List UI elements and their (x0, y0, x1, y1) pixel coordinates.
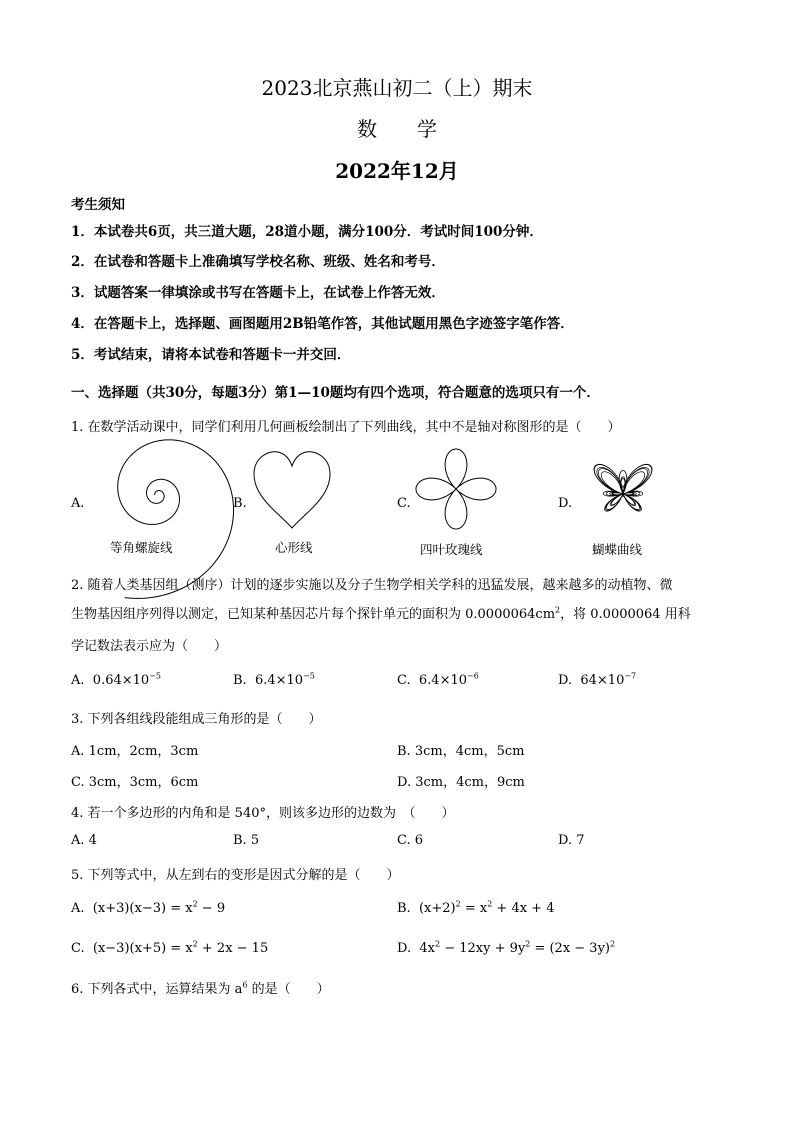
q5-option-a (71, 901, 225, 916)
q1-option-c-caption: 四叶玫瑰线 (420, 542, 483, 557)
notice-heading: 考生须知 (71, 197, 125, 213)
notice-item-1: 1．本试卷共6页，共三道大题，28道小题，满分100分．考试时间100分钟． (71, 224, 543, 240)
q1-option-d-letter: D. (558, 496, 573, 511)
q5-option-b-mid: = x (460, 901, 488, 916)
q4-option-c: C. 6 (397, 833, 424, 848)
q2-line2-superscript: 2 (555, 605, 561, 615)
q5-option-b-lhs: (x+2) (418, 901, 456, 916)
q5-option-a-lhs: (x+3)(x−3) = x (92, 901, 193, 916)
cardioid-heart-figure (250, 448, 334, 530)
q1-option-d-caption: 蝴蝶曲线 (592, 542, 643, 557)
q5-option-b-sup2: 2 (487, 899, 493, 909)
butterfly-curve-figure (578, 449, 668, 531)
q5-option-d-part-2: − 12xy + 9y (440, 941, 526, 956)
question-3-stem: 3. 下列各组线段能组成三角形的是（ ） (71, 712, 322, 727)
q2-option-c-letter: C. (397, 673, 411, 688)
q5-option-a-letter: A. (71, 901, 85, 916)
q4-option-d: D. 7 (558, 833, 585, 848)
q1-option-b-letter: B. (233, 496, 247, 511)
q2-option-a-exponent: −5 (149, 671, 161, 681)
q5-option-c-lhs: (x−3)(x+5) = x (92, 941, 193, 956)
q3-option-b: B. 3cm，4cm，5cm (397, 744, 525, 759)
q1-option-a-caption: 等角螺旋线 (110, 540, 173, 555)
q2-option-c-exponent: −6 (467, 671, 479, 681)
notice-item-5: 5．考试结束，请将本试卷和答题卡一并交回． (71, 347, 351, 363)
question-6-stem (71, 978, 330, 997)
q5-option-b (397, 901, 554, 916)
q5-option-a-sup: 2 (192, 899, 198, 909)
q2-line2-text-end: ，将 0.0000064 用科 (560, 607, 691, 622)
q5-option-d-sup-2: 2 (525, 939, 531, 949)
subject-title: 数 学 (357, 117, 437, 141)
notice-item-2: 2．在试卷和答题卡上准确填写学校名称、班级、姓名和考号． (71, 254, 445, 270)
q6-stem-text-end: 的是（ ） (247, 982, 330, 997)
question-2-line-2 (71, 603, 691, 622)
q6-stem-text: 6. 下列各式中，运算结果为 a (71, 982, 243, 997)
q5-option-b-rhs: + 4x + 4 (492, 901, 555, 916)
q5-option-d-part-3: = (2x − 3y) (530, 941, 610, 956)
q5-option-c-rhs: + 2x − 15 (197, 941, 269, 956)
q5-option-b-sup: 2 (455, 899, 461, 909)
four-leaf-rose-figure (413, 446, 499, 532)
q2-option-a (71, 673, 161, 688)
question-2-line-1: 2. 随着人类基因组（测序）计划的逐步实施以及分子生物学相关学科的迅猛发展，越来越多的动植物、微 (71, 578, 673, 593)
q2-option-d (558, 673, 636, 688)
q5-option-a-rhs: − 9 (197, 901, 226, 916)
equiangular-spiral-figure (86, 447, 196, 522)
question-1-stem: 1. 在数学活动课中，同学们利用几何画板绘制出了下列曲线，其中不是轴对称图形的是（ ） (71, 420, 621, 435)
question-4-stem: 4. 若一个多边形的内角和是 540°，则该多边形的边数为 （ ） (71, 806, 455, 821)
q2-option-b-letter: B. (233, 673, 247, 688)
notice-item-3: 3．试题答案一律填涂或书写在答题卡上，在试卷上作答无效． (71, 285, 445, 301)
q1-option-a-letter: A. (71, 496, 85, 511)
q5-option-c-sup: 2 (192, 939, 198, 949)
q3-option-a: A. 1cm，2cm，3cm (71, 744, 199, 759)
q3-option-d: D. 3cm，4cm，9cm (397, 775, 525, 790)
q5-option-d-sup-1: 2 (434, 939, 441, 949)
q2-line2-text: 生物基因组序列得以测定，已知某种基因芯片每个探针单元的面积为 0.0000064cm (71, 607, 556, 622)
q2-option-d-exponent: −7 (624, 671, 637, 681)
q5-option-d-part-1: 4x (419, 941, 435, 956)
q3-option-c: C. 3cm，3cm，6cm (71, 775, 199, 790)
q4-option-a: A. 4 (71, 833, 97, 848)
q1-option-b-caption: 心形线 (275, 540, 313, 555)
q2-option-a-letter: A. (71, 673, 85, 688)
q2-option-b-exponent: −5 (303, 671, 315, 681)
q4-option-b: B. 5 (233, 833, 260, 848)
q2-option-b-base: 6.4×10 (254, 673, 304, 688)
q2-option-d-base: 64×10 (580, 673, 625, 688)
q1-option-c-letter: C. (397, 496, 411, 511)
q5-option-d-letter: D. (397, 941, 412, 956)
q5-option-c (71, 941, 268, 956)
question-5-stem: 5. 下列等式中，从左到右的变形是因式分解的是（ ） (71, 868, 400, 883)
q5-option-c-letter: C. (71, 941, 85, 956)
q2-option-a-base: 0.64×10 (92, 673, 150, 688)
q2-option-b (233, 673, 315, 688)
section-heading: 一、选择题（共30分，每题3分）第1—10题均有四个选项，符合题意的选项只有一个． (71, 385, 600, 401)
exam-title: 2023北京燕山初二（上）期末 (261, 76, 533, 100)
notice-item-4: 4．在答题卡上，选择题、画图题用2B铅笔作答，其他试题用黑色字迹签字笔作答． (71, 316, 574, 332)
q6-stem-sup: 6 (242, 980, 248, 990)
q5-option-d-sup-3: 2 (610, 939, 616, 949)
q2-option-d-letter: D. (558, 673, 573, 688)
q2-option-c-base: 6.4×10 (418, 673, 467, 688)
q5-option-b-letter: B. (397, 901, 411, 916)
question-2-line-3: 学记数法表示应为（ ） (71, 639, 228, 654)
exam-date: 2022年12月 (335, 159, 459, 183)
q5-option-d (397, 941, 615, 956)
q2-option-c (397, 673, 479, 688)
